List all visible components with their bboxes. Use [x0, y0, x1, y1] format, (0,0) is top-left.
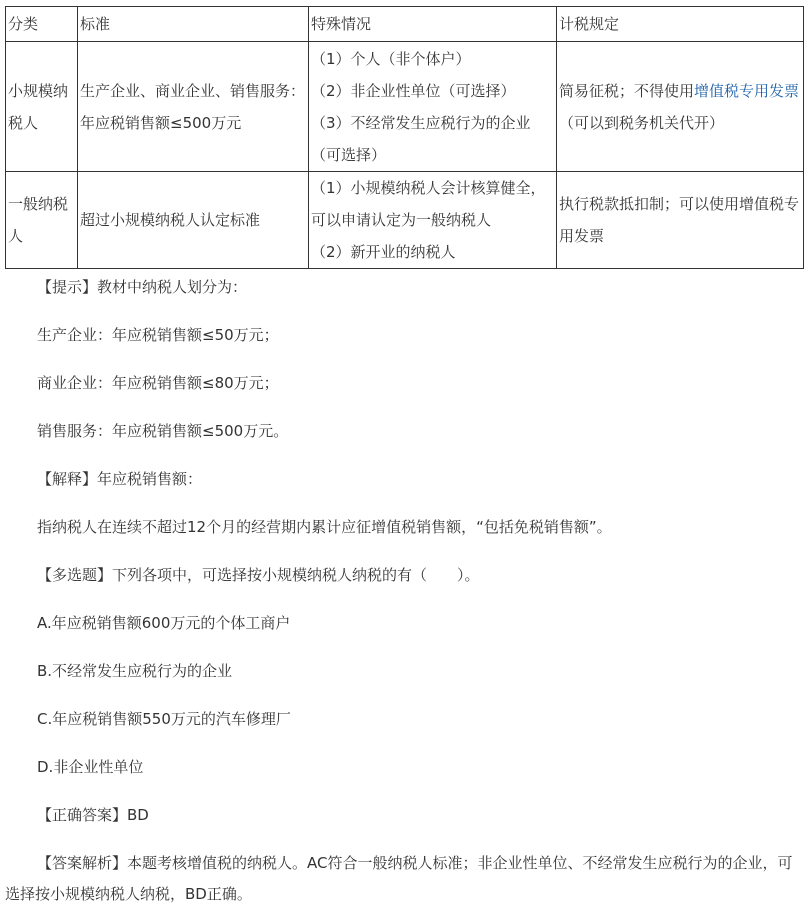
- header-category: 分类: [6, 7, 78, 42]
- cell-category: 一般纳税人: [6, 172, 78, 269]
- option-d: D.非企业性单位: [37, 758, 144, 776]
- situation-item: （2）新开业的纳税人: [311, 243, 456, 261]
- situation-item: （1）小规模纳税人会计核算健全，可以申请认定为一般纳税人: [311, 179, 546, 229]
- table-header-row: [6, 7, 804, 42]
- question-text: 【多选题】下列各项中，可选择按小规模纳税人纳税的有（ ）。: [37, 566, 480, 584]
- header-standard: 标准: [78, 7, 309, 42]
- tip-line: 生产企业：年应税销售额≤50万元；: [37, 326, 279, 344]
- cell-category: 小规模纳税人: [6, 42, 78, 172]
- rule-text: 简易征税；不得使用: [559, 81, 695, 100]
- cell-special: [309, 172, 557, 269]
- situation-item: （1）个人（非个体户）: [311, 49, 471, 68]
- situation-item: （2）非企业性单位（可选择）: [311, 81, 516, 100]
- cell-rule: 执行税款抵扣制；可以使用增值税专用发票: [557, 172, 804, 269]
- option-b: B.不经常发生应税行为的企业: [37, 662, 233, 680]
- taxpayer-table: [5, 6, 804, 269]
- rule-text-after: （可以到税务机关代开）: [559, 113, 725, 132]
- header-rule: 计税规定: [557, 7, 804, 42]
- table-row: [6, 172, 804, 269]
- explain-title: 【解释】年应税销售额：: [37, 470, 203, 488]
- option-a: A.年应税销售额600万元的个体工商户: [37, 614, 291, 632]
- correct-answer: 【正确答案】BD: [37, 806, 149, 824]
- situation-item: （3）不经常发生应税行为的企业（可选择）: [311, 113, 531, 164]
- answer-analysis: 【答案解析】本题考核增值税的纳税人。AC符合一般纳税人标准；非企业性单位、不经常发生应税行为的企业，可选择按小规模纳税人纳税，BD正确。: [5, 854, 793, 903]
- table-row: [6, 42, 804, 172]
- cell-standard: 生产企业、商业企业、销售服务：年应税销售额≤500万元: [78, 42, 309, 172]
- option-c: C.年应税销售额550万元的汽车修理厂: [37, 710, 291, 728]
- tip-title: 【提示】教材中纳税人划分为：: [37, 278, 248, 296]
- cell-special: [309, 42, 557, 172]
- tip-line: 销售服务：年应税销售额≤500万元。: [37, 422, 289, 440]
- cell-standard: 超过小规模纳税人认定标准: [78, 172, 309, 269]
- vat-invoice-link[interactable]: 增值税专用发票: [694, 81, 800, 100]
- cell-rule: [557, 42, 804, 172]
- explain-body: 指纳税人在连续不超过12个月的经营期内累计应征增值税销售额，“包括免税销售额”。: [37, 518, 612, 536]
- tip-line: 商业企业：年应税销售额≤80万元；: [37, 374, 279, 392]
- header-special: 特殊情况: [309, 7, 557, 42]
